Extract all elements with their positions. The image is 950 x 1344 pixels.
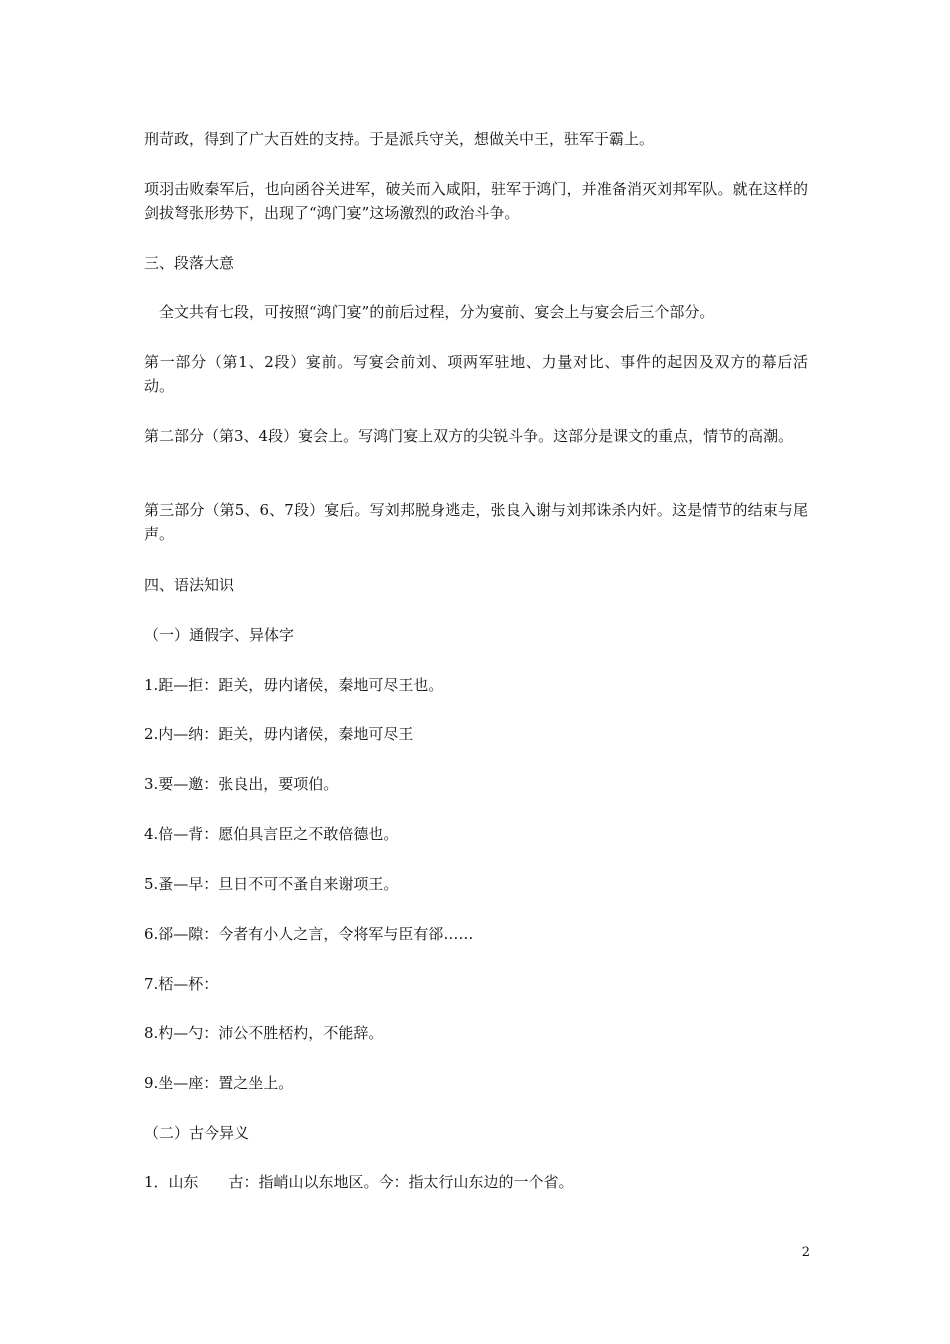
list-item: 2.内—纳：距关，毋内诸侯，秦地可尽王 bbox=[144, 725, 414, 743]
subheading-tongjiazi: （一）通假字、异体字 bbox=[144, 626, 295, 644]
paragraph-intro-end: 刑苛政，得到了广大百姓的支持。于是派兵守关，想做关中王，驻军于霸上。 bbox=[144, 130, 655, 148]
list-item: 1.距—拒：距关，毋内诸侯，秦地可尽王也。 bbox=[144, 676, 444, 694]
page-number: 2 bbox=[801, 1245, 810, 1260]
list-item: 3.要—邀：张良出，要项伯。 bbox=[144, 775, 339, 793]
list-item: 1．山东 古：指峭山以东地区。今：指太行山东边的一个省。 bbox=[144, 1173, 574, 1191]
list-item: 7.桮—杯： bbox=[144, 975, 219, 993]
paragraph-part-three: 第三部分（第5、6、7段）宴后。写刘邦脱身逃走，张良入谢与刘邦诛杀内奸。这是情节的结束与尾声。 bbox=[144, 501, 808, 543]
paragraph-part-one: 第一部分（第1、2段）宴前。写宴会前刘、项两军驻地、力量对比、事件的起因及双方的幕后活动。 bbox=[144, 353, 808, 395]
paragraph-part-two: 第二部分（第3、4段）宴会上。写鸿门宴上双方的尖锐斗争。这部分是课文的重点，情节的高潮。 bbox=[144, 427, 794, 445]
paragraph-xiangyu: 项羽击败秦军后，也向函谷关进军，破关而入咸阳，驻军于鸿门，并准备消灭刘邦军队。就在这样的剑拔弩张形势下，出现了“鸿门宴”这场激烈的政治斗争。 bbox=[144, 180, 808, 222]
section-heading-paragraph-summary: 三、段落大意 bbox=[144, 254, 235, 272]
list-item: 4.倍—背：愿伯具言臣之不敢倍德也。 bbox=[144, 825, 399, 843]
paragraph-overview: 全文共有七段，可按照“鸿门宴”的前后过程，分为宴前、宴会上与宴会后三个部分。 bbox=[144, 303, 715, 321]
subheading-gujin-yiyi: （二）古今异义 bbox=[144, 1124, 250, 1142]
section-heading-grammar: 四、语法知识 bbox=[144, 576, 235, 594]
list-item: 5.蚤—早：旦日不可不蚤自来谢项王。 bbox=[144, 875, 399, 893]
list-item: 6.郤—隙：今者有小人之言，令将军与臣有郤…… bbox=[144, 925, 474, 943]
list-item: 8.杓—勺：沛公不胜桮杓，不能辞。 bbox=[144, 1024, 384, 1042]
list-item: 9.坐—座：置之坐上。 bbox=[144, 1074, 294, 1092]
